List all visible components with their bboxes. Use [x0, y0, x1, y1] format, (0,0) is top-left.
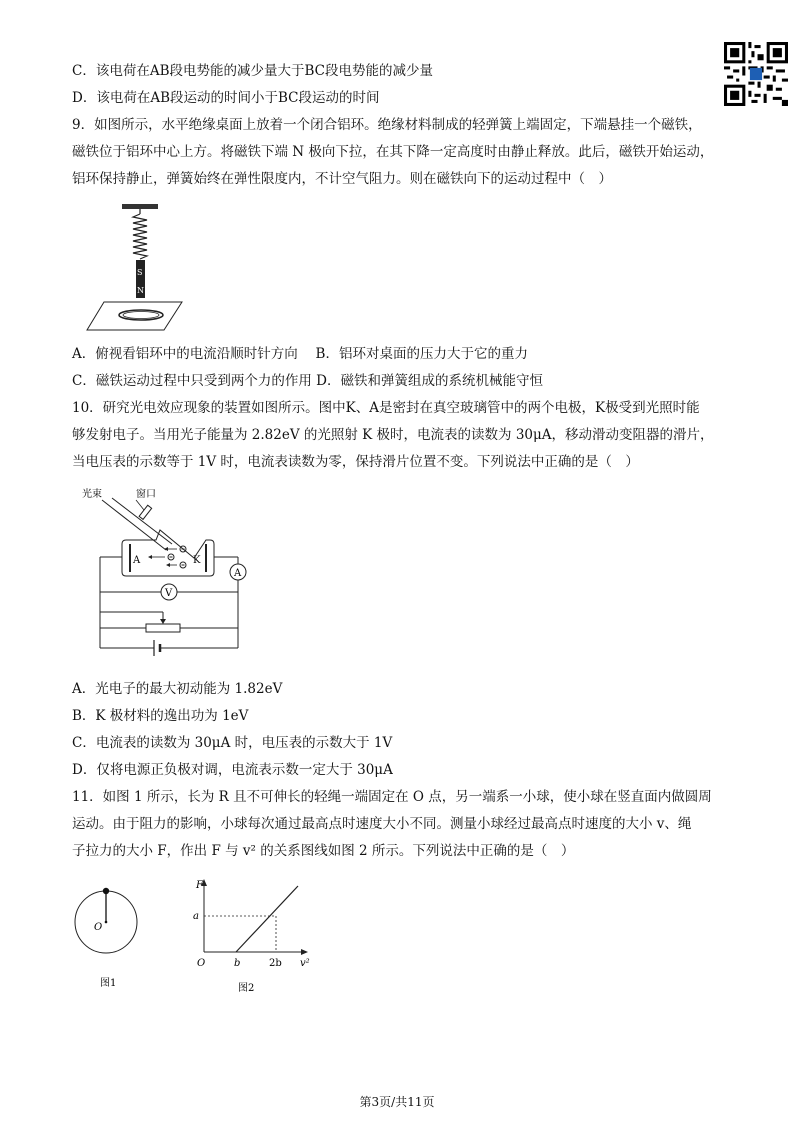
- qr-code-image: [724, 42, 788, 106]
- q10-option-d: D．仅将电源正负极对调，电流表示数一定大于 30μA: [72, 762, 393, 778]
- q9-text-3: 铝环保持静止，弹簧始终在弹性限度内，不计空气阻力。则在磁铁向下的运动过程中（ ）: [72, 171, 612, 187]
- electrode-a-label: A: [133, 555, 141, 566]
- q11-text-3: 子拉力的大小 F，作出 F 与 v² 的关系图线如图 2 所示。下列说法中正确的是（ ）: [72, 843, 575, 859]
- window-label: 窗口: [136, 489, 156, 500]
- origin-label: O: [197, 958, 206, 969]
- voltmeter-label: V: [165, 588, 173, 599]
- figure-q11-graph: [190, 876, 320, 998]
- q10-text-1: 10．研究光电效应现象的装置如图所示。图中K、A是密封在真空玻璃管中的两个电极，K极受到光照时能: [72, 400, 700, 416]
- q9-options-cd: C．磁铁运动过程中只受到两个力的作用 D．磁铁和弹簧组成的系统机械能守恒: [72, 373, 543, 389]
- q10-option-b: B．K 极材料的逸出功为 1eV: [72, 708, 249, 724]
- q11-text-2: 运动。由于阻力的影响，小球每次通过最高点时速度大小不同。测量小球经过最高点时速度的大小 v、绳: [72, 816, 692, 832]
- ammeter-label: A: [234, 568, 242, 579]
- axis-f-label: F: [196, 880, 203, 891]
- figure-q10-photoelectric-circuit: [74, 480, 254, 670]
- b-label: b: [234, 958, 241, 969]
- magnet-s-label: S: [137, 268, 143, 277]
- q11-text-1: 11．如图 1 所示，长为 R 且不可伸长的轻绳一端固定在 O 点，另一端系一小球，使小球在竖直面内做圆周: [72, 789, 712, 805]
- a-label: a: [193, 911, 199, 922]
- q10-text-3: 当电压表的示数等于 1V 时，电流表读数为零，保持滑片位置不变。下列说法中正确的是（ ）: [72, 454, 639, 470]
- q9-options-ab: A．俯视看铝环中的电流沿顺时针方向 B．铝环对桌面的压力大于它的重力: [72, 346, 528, 362]
- q10-text-2: 够发射电子。当用光子能量为 2.82eV 的光照射 K 极时，电流表的读数为 30μA，移动滑动变阻器的滑片，: [72, 427, 714, 443]
- q9-text-1: 9．如图所示，水平绝缘桌面上放着一个闭合铝环。绝缘材料制成的轻弹簧上端固定，下端悬挂一个磁铁，: [72, 117, 702, 133]
- axis-v2-label: v²: [300, 958, 310, 969]
- beam-label: 光束: [82, 489, 102, 500]
- option-d-prev: D．该电荷在AB段运动的时间小于BC段运动的时间: [72, 90, 380, 106]
- option-c-prev: C．该电荷在AB段电势能的减少量大于BC段电势能的减少量: [72, 63, 433, 79]
- electrode-k-label: K: [193, 555, 201, 566]
- fig2-caption: 图2: [238, 983, 255, 994]
- figure-q11-circle: [70, 880, 150, 995]
- fig1-caption: 图1: [100, 978, 117, 989]
- 2b-label: 2b: [269, 958, 282, 969]
- q10-option-c: C．电流表的读数为 30μA 时，电压表的示数大于 1V: [72, 735, 393, 751]
- page-number: 第3页/共11页: [359, 1095, 435, 1109]
- figure-q9-magnet-spring: [84, 200, 194, 335]
- q9-text-2: 磁铁位于铝环中心上方。将磁铁下端 N 极向下拉，在其下降一定高度时由静止释放。此后，磁铁开始运动，: [72, 144, 714, 160]
- q10-option-a: A．光电子的最大初动能为 1.82eV: [72, 681, 283, 697]
- circle-o-label: O: [94, 922, 103, 933]
- magnet-n-label: N: [137, 286, 144, 295]
